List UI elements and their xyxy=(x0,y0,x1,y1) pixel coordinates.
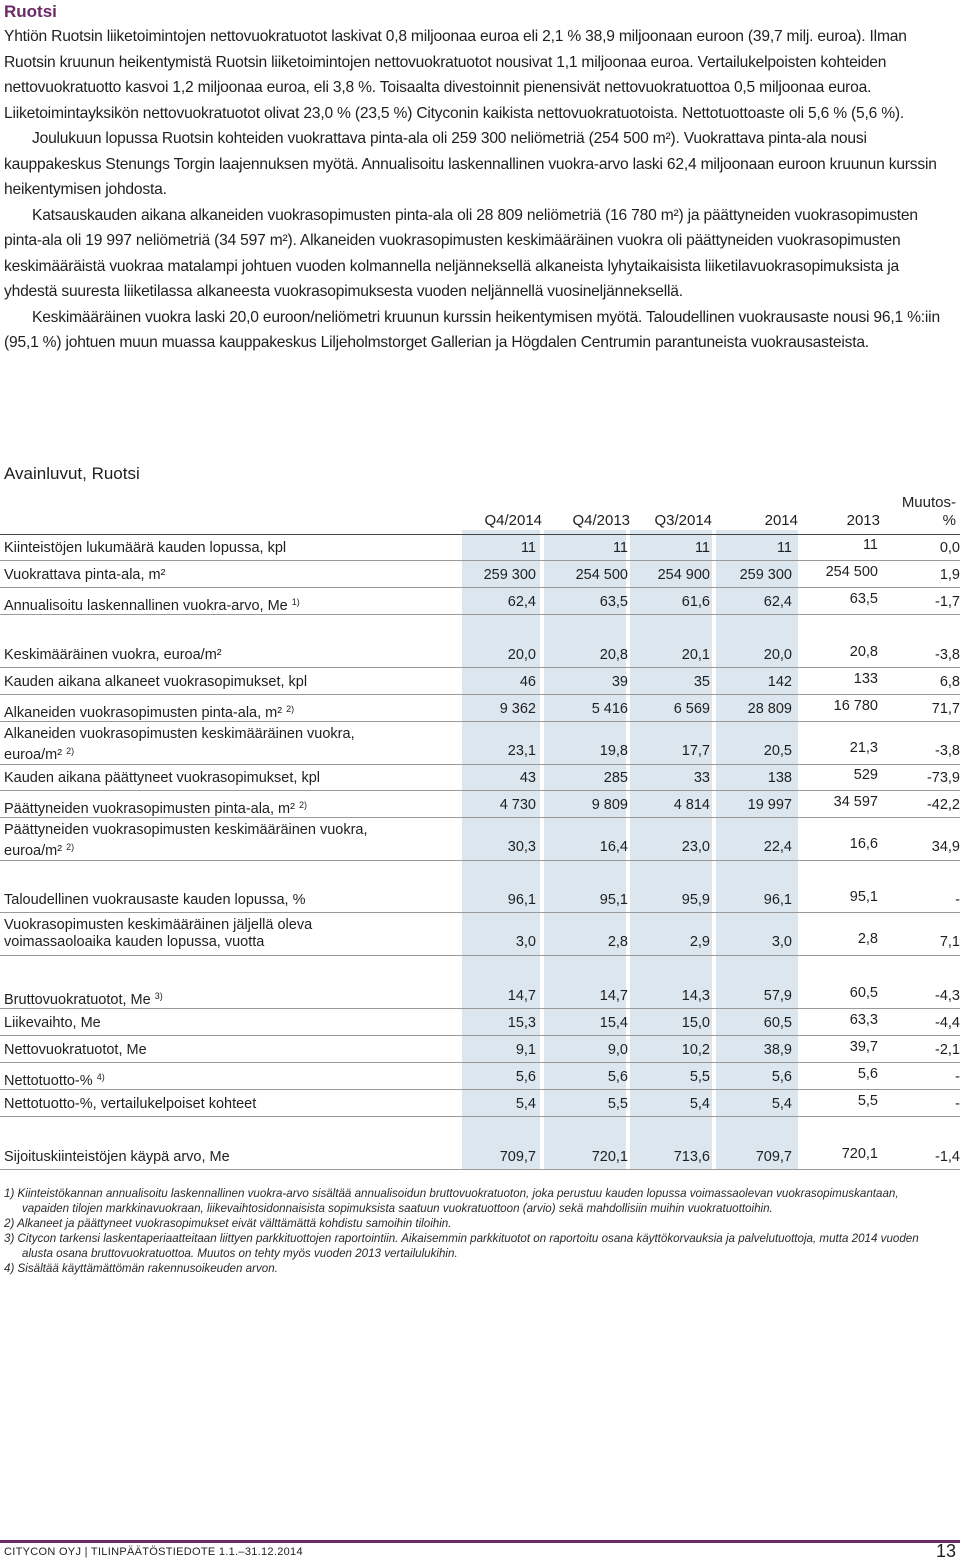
row-label xyxy=(4,822,404,860)
cell-value: 2,9 xyxy=(689,934,710,950)
cell-value: 23,0 xyxy=(681,839,710,855)
row-rule xyxy=(0,1116,960,1117)
row-label xyxy=(4,988,404,1009)
footnote-ref: 2) xyxy=(286,704,295,714)
col-header-2013: 2013 xyxy=(846,512,880,529)
footnote: 4) Sisältää käyttämättömän rakennusoikeuden arvon. xyxy=(4,1262,278,1275)
cell-value: 254 900 xyxy=(657,567,710,583)
row-rule xyxy=(0,667,960,668)
row-label xyxy=(4,567,404,584)
row-rule xyxy=(0,614,960,615)
row-label-text-2: voimassaoloaika kauden lopussa, vuotta xyxy=(4,934,265,950)
cell-value: 5,6 xyxy=(515,1069,536,1085)
cell-value: 720,1 xyxy=(591,1149,628,1165)
cell-value: 11 xyxy=(694,540,710,556)
paragraph: Yhtiön Ruotsin liiketoimintojen nettovuokratuotot laskivat 0,8 miljoonaa euroa eli 2,1 % 38,9 miljoonaan euroon (39,7 milj. euroa). Ilman Ruotsin kruunun heikentymistä Ruotsin liiketoimintojen nettovuokratuotot nousivat 1,1 miljoonaa euroa. Vertailukelpoisten kohteiden nettovuokratuotto kasvoi 1,2 miljoonaa euroa, eli 3,8 %. Toisaalta divestoinnit pienensivät nettovuokratuottoa 0,5 miljoonaa euroa. Liiketoimintayksikön nettovuokratuotot olivat 23,0 % (23,5 %) Cityconin kaikista nettovuokratuotoista. Nettotuottoaste oli 5,6 % (5,6 %). xyxy=(4,28,907,122)
cell-value: 254 500 xyxy=(825,564,878,580)
row-label-text: Annualisoitu laskennallinen vuokra-arvo, Me xyxy=(4,598,288,614)
row-rule xyxy=(0,721,960,722)
row-label-text: Liikevaihto, Me xyxy=(4,1015,101,1031)
cell-value: 63,5 xyxy=(599,594,628,610)
cell-value: 20,0 xyxy=(763,647,792,663)
cell-value: -3,8 xyxy=(935,647,960,663)
row-label-text: Nettovuokratuotot, Me xyxy=(4,1042,147,1058)
cell-value: 4 730 xyxy=(499,797,536,813)
cell-value: 57,9 xyxy=(763,988,792,1004)
cell-value: 10,2 xyxy=(681,1042,710,1058)
cell-value: 16,6 xyxy=(849,836,878,852)
cell-value: 15,3 xyxy=(507,1015,536,1031)
footer-rule xyxy=(0,1540,960,1543)
col-header-q4-2014: Q4/2014 xyxy=(484,512,542,529)
cell-value: 259 300 xyxy=(483,567,536,583)
row-label-text: Nettotuotto-% xyxy=(4,1073,93,1089)
cell-value: 5 416 xyxy=(591,701,628,717)
cell-value: 20,5 xyxy=(763,743,792,759)
cell-value: 20,8 xyxy=(849,644,878,660)
footnote-ref: 1) xyxy=(291,597,300,607)
cell-value: 22,4 xyxy=(763,839,792,855)
cell-value: 39,7 xyxy=(849,1039,878,1055)
cell-value: 62,4 xyxy=(507,594,536,610)
cell-value: - xyxy=(955,892,960,908)
footer-company: CITYCON OYJ | TILINPÄÄTÖSTIEDOTE 1.1.–31.12.2014 xyxy=(4,1546,303,1558)
body-text xyxy=(4,24,956,356)
key-figures-table xyxy=(0,490,960,1180)
cell-value: 5,6 xyxy=(857,1066,878,1082)
footnote-ref: 3) xyxy=(154,991,163,1001)
row-rule xyxy=(0,817,960,818)
cell-value: 11 xyxy=(612,540,628,556)
cell-value: 34 597 xyxy=(833,794,878,810)
cell-value: 14,3 xyxy=(681,988,710,1004)
cell-value: -4,4 xyxy=(935,1015,960,1031)
col-header-percent: % xyxy=(942,512,956,529)
row-rule xyxy=(0,587,960,588)
cell-value: 5,5 xyxy=(689,1069,710,1085)
row-rule xyxy=(0,694,960,695)
row-label xyxy=(4,1149,404,1166)
cell-value: 63,5 xyxy=(849,591,878,607)
cell-value: 9,0 xyxy=(607,1042,628,1058)
row-label xyxy=(4,917,404,951)
row-rule xyxy=(0,1169,960,1170)
cell-value: 5,5 xyxy=(607,1096,628,1112)
footnote-ref: 4) xyxy=(96,1072,105,1082)
footnote-ref: 2) xyxy=(66,842,75,852)
cell-value: 96,1 xyxy=(763,892,792,908)
cell-value: 19 997 xyxy=(747,797,792,813)
cell-value: 3,0 xyxy=(515,934,536,950)
row-rule xyxy=(0,912,960,913)
row-rule xyxy=(0,1089,960,1090)
cell-value: 138 xyxy=(767,770,792,786)
cell-value: 95,1 xyxy=(599,892,628,908)
cell-value: 33 xyxy=(693,770,710,786)
row-label-text: Alkaneiden vuokrasopimusten pinta-ala, m² xyxy=(4,705,283,721)
cell-value: 61,6 xyxy=(681,594,710,610)
cell-value: 15,4 xyxy=(599,1015,628,1031)
row-label xyxy=(4,770,404,787)
row-label xyxy=(4,1096,404,1113)
cell-value: 96,1 xyxy=(507,892,536,908)
row-label-text: Bruttovuokratuotot, Me xyxy=(4,992,151,1008)
cell-value: 5,5 xyxy=(857,1093,878,1109)
footnote: 3) Citycon tarkensi laskentaperiaatteitaan liittyen parkkituottojen raportointiin. Aikaisemmin parkkituotot on raportoitu osana käyttökorvauksia ja palvelutuottoja, mutta 2014 vuoden alusta osana bruttovuokratuottoa. Muutos on tehty myös vuoden 2013 vertailulukihin. xyxy=(4,1232,919,1260)
cell-value: 63,3 xyxy=(849,1012,878,1028)
row-label xyxy=(4,594,404,615)
cell-value: 9,1 xyxy=(515,1042,536,1058)
row-rule xyxy=(0,955,960,956)
cell-value: 5,6 xyxy=(771,1069,792,1085)
cell-value: 529 xyxy=(853,767,878,783)
cell-value: 709,7 xyxy=(499,1149,536,1165)
cell-value: 95,9 xyxy=(681,892,710,908)
row-label xyxy=(4,797,404,818)
cell-value: -73,9 xyxy=(926,770,960,786)
cell-value: -3,8 xyxy=(935,743,960,759)
cell-value: 16,4 xyxy=(599,839,628,855)
cell-value: 95,1 xyxy=(849,889,878,905)
row-label-text: Kauden aikana alkaneet vuokrasopimukset, kpl xyxy=(4,674,308,690)
cell-value: 142 xyxy=(767,674,792,690)
footnote-ref: 2) xyxy=(299,800,308,810)
cell-value: 71,7 xyxy=(931,701,960,717)
cell-value: 60,5 xyxy=(763,1015,792,1031)
cell-value: - xyxy=(955,1096,960,1112)
header-rule xyxy=(0,534,960,535)
cell-value: 5,6 xyxy=(607,1069,628,1085)
footnotes xyxy=(4,1186,934,1276)
cell-value: 285 xyxy=(603,770,628,786)
row-label xyxy=(4,726,404,764)
cell-value: 15,0 xyxy=(681,1015,710,1031)
cell-value: -2,1 xyxy=(935,1042,960,1058)
row-label xyxy=(4,1069,404,1090)
cell-value: 254 500 xyxy=(575,567,628,583)
table-title: Avainluvut, Ruotsi xyxy=(4,464,140,483)
cell-value: 11 xyxy=(520,540,536,556)
cell-value: 28 809 xyxy=(747,701,792,717)
cell-value: 20,8 xyxy=(599,647,628,663)
cell-value: -1,4 xyxy=(935,1149,960,1165)
cell-value: 34,9 xyxy=(931,839,960,855)
cell-value: 14,7 xyxy=(599,988,628,1004)
cell-value: 720,1 xyxy=(841,1146,878,1162)
footnote: 2) Alkaneet ja päättyneet vuokrasopimukset eivät välttämättä kohdistu samoihin tiloihin. xyxy=(4,1217,452,1230)
cell-value: 713,6 xyxy=(673,1149,710,1165)
row-label-text: Vuokrasopimusten keskimääräinen jäljellä oleva xyxy=(4,917,313,933)
row-label-text: Sijoituskiinteistöjen käypä arvo, Me xyxy=(4,1149,230,1165)
row-rule xyxy=(0,790,960,791)
cell-value: 5,4 xyxy=(515,1096,536,1112)
paragraph: Katsauskauden aikana alkaneiden vuokrasopimusten pinta-ala oli 28 809 neliömetriä (16 780 m²) ja päättyneiden vuokrasopimusten pinta-ala oli 19 997 neliömetriä (34 597 m²). Alkaneiden vuokrasopimusten keskimääräinen vuokra oli päättyneiden vuokrasopimusten keskimääräistä vuokraa matalampi johtuen vuoden kolmannella neljänneksellä alkaneista lyhytaikaisista liiketilavuokrasopimuksista ja yhdestä suuresta liiketilassa alkaneesta vuokrasopimuksesta vuoden neljännellä vuosineljänneksellä. xyxy=(4,206,918,300)
col-header-q3-2014: Q3/2014 xyxy=(654,512,712,529)
cell-value: 38,9 xyxy=(763,1042,792,1058)
cell-value: 11 xyxy=(776,540,792,556)
cell-value: 11 xyxy=(862,537,878,553)
cell-value: 0,0 xyxy=(939,540,960,556)
row-label-text: Päättyneiden vuokrasopimusten keskimääräinen vuokra, xyxy=(4,822,368,838)
row-label xyxy=(4,674,404,691)
row-rule xyxy=(0,1008,960,1009)
cell-value: 259 300 xyxy=(739,567,792,583)
row-label-text: Kiinteistöjen lukumäärä kauden lopussa, kpl xyxy=(4,540,287,556)
cell-value: -1,7 xyxy=(935,594,960,610)
row-label-text: Taloudellinen vuokrausaste kauden lopussa, % xyxy=(4,892,306,908)
row-label-text: Kauden aikana päättyneet vuokrasopimukset, kpl xyxy=(4,770,320,786)
cell-value: 60,5 xyxy=(849,985,878,1001)
cell-value: 16 780 xyxy=(833,698,878,714)
col-header-change: Muutos- xyxy=(901,494,956,511)
cell-value: 30,3 xyxy=(507,839,536,855)
section-title: Ruotsi xyxy=(4,2,57,21)
cell-value: 133 xyxy=(853,671,878,687)
cell-value: 20,1 xyxy=(681,647,710,663)
cell-value: 9 362 xyxy=(499,701,536,717)
row-label-text-2: euroa/m² xyxy=(4,747,63,763)
cell-value: 5,4 xyxy=(689,1096,710,1112)
cell-value: - xyxy=(955,1069,960,1085)
row-label xyxy=(4,1015,404,1032)
cell-value: 6,8 xyxy=(939,674,960,690)
cell-value: 62,4 xyxy=(763,594,792,610)
cell-value: 19,8 xyxy=(599,743,628,759)
cell-value: 39 xyxy=(611,674,628,690)
cell-value: 2,8 xyxy=(607,934,628,950)
cell-value: 3,0 xyxy=(771,934,792,950)
footnote: 1) Kiinteistökannan annualisoitu laskennallinen vuokra-arvo sisältää annualisoidun bruttovuokratuoton, joka perustuu kauden lopussa voimassaolevan vuokrasopimuskantaan, vapaiden tilojen markkinavuokraan, liikevaihtosidonnaisista sopimuksista saatuun vuokratuottoon (arvio) sekä mahdollisiin muihin vuokratuottoihin. xyxy=(4,1187,899,1215)
cell-value: 20,0 xyxy=(507,647,536,663)
col-header-2014: 2014 xyxy=(764,512,798,529)
row-rule xyxy=(0,860,960,861)
cell-value: 21,3 xyxy=(849,740,878,756)
cell-value: 4 814 xyxy=(673,797,710,813)
cell-value: 2,8 xyxy=(857,931,878,947)
cell-value: 1,9 xyxy=(939,567,960,583)
row-label-text: Vuokrattava pinta-ala, m² xyxy=(4,567,166,583)
row-label-text: Päättyneiden vuokrasopimusten pinta-ala, m² xyxy=(4,801,295,817)
row-label xyxy=(4,892,404,909)
footnote-ref: 2) xyxy=(66,746,75,756)
cell-value: 9 809 xyxy=(591,797,628,813)
col-header-q4-2013: Q4/2013 xyxy=(572,512,630,529)
row-label-text: Nettotuotto-%, vertailukelpoiset kohteet xyxy=(4,1096,257,1112)
row-rule xyxy=(0,1062,960,1063)
cell-value: 23,1 xyxy=(507,743,536,759)
cell-value: 7,1 xyxy=(939,934,960,950)
cell-value: 6 569 xyxy=(673,701,710,717)
cell-value: 46 xyxy=(519,674,536,690)
cell-value: 5,4 xyxy=(771,1096,792,1112)
row-label-text: Keskimääräinen vuokra, euroa/m² xyxy=(4,647,222,663)
row-label xyxy=(4,647,404,664)
row-label xyxy=(4,540,404,557)
paragraph: Joulukuun lopussa Ruotsin kohteiden vuokrattava pinta-ala oli 259 300 neliömetriä (254 500 m²). Vuokrattava pinta-ala nousi kauppakeskus Stenungs Torgin laajennuksen myötä. Annualisoitu laskennallinen vuokra-arvo laski 62,4 miljoonaan euroon kruunun kurssin heikentymisen johdosta. xyxy=(4,130,937,198)
cell-value: -42,2 xyxy=(926,797,960,813)
row-rule xyxy=(0,1035,960,1036)
row-rule xyxy=(0,764,960,765)
cell-value: -4,3 xyxy=(935,988,960,1004)
cell-value: 35 xyxy=(693,674,710,690)
cell-value: 17,7 xyxy=(681,743,710,759)
cell-value: 709,7 xyxy=(755,1149,792,1165)
row-rule xyxy=(0,560,960,561)
row-label-text: Alkaneiden vuokrasopimusten keskimääräinen vuokra, xyxy=(4,726,355,742)
row-label xyxy=(4,701,404,722)
row-label-text-2: euroa/m² xyxy=(4,843,63,859)
page-number: 13 xyxy=(935,1541,956,1561)
paragraph: Keskimääräinen vuokra laski 20,0 euroon/neliömetri kruunun kurssin heikentymisen myötä. Taloudellinen vuokrausaste nousi 96,1 %:iin (95,1 %) johtuen muun muassa kauppakeskus Liljeholmstorget Gallerian ja Högdalen Centrumin parantuneista vuokrausasteista. xyxy=(4,308,940,351)
row-label xyxy=(4,1042,404,1059)
cell-value: 43 xyxy=(519,770,536,786)
cell-value: 14,7 xyxy=(507,988,536,1004)
